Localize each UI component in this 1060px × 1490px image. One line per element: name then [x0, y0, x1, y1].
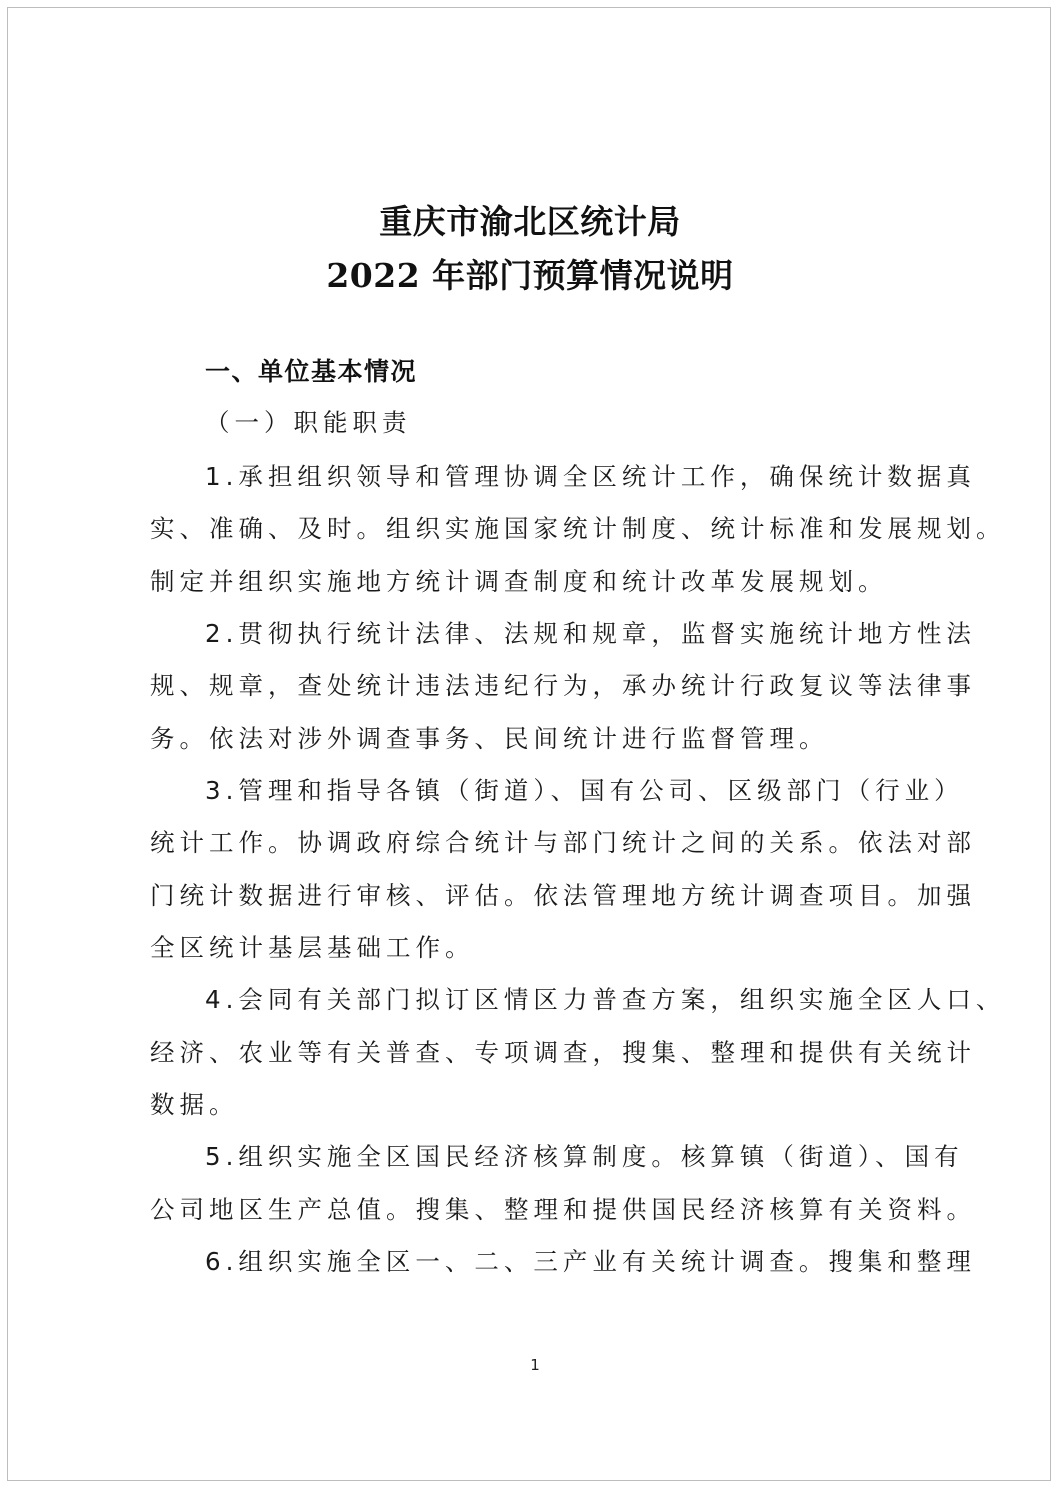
document-title-line-2: 2022 年部门预算情况说明	[326, 256, 734, 295]
paragraph-line: 规、规章，查处统计违法违纪行为，承办统计行政复议等法律事	[150, 671, 976, 700]
paragraph-line: 3.管理和指导各镇（街道）、国有公司、区级部门（行业）	[205, 776, 964, 805]
paragraph-line: 实、准确、及时。组织实施国家统计制度、统计标准和发展规划。	[150, 514, 1006, 543]
section-heading: 一、单位基本情况	[205, 357, 418, 386]
paragraph-line: 门统计数据进行审核、评估。依法管理地方统计调查项目。加强	[150, 881, 976, 910]
paragraph-line: 经济、农业等有关普查、专项调查，搜集、整理和提供有关统计	[150, 1038, 976, 1067]
paragraph-line: 4.会同有关部门拟订区情区力普查方案，组织实施全区人口、	[205, 985, 1006, 1014]
paragraph-line: 统计工作。协调政府综合统计与部门统计之间的关系。依法对部	[150, 828, 976, 857]
document-title-line-1: 重庆市渝北区统计局	[379, 202, 681, 241]
paragraph-line: 公司地区生产总值。搜集、整理和提供国民经济核算有关资料。	[150, 1195, 976, 1224]
paragraph-line: 1.承担组织领导和管理协调全区统计工作，确保统计数据真	[205, 462, 976, 491]
subsection-heading: （一）职能职责	[205, 408, 412, 437]
page-number: 1	[530, 1356, 540, 1374]
paragraph-line: 制定并组织实施地方统计调查制度和统计改革发展规划。	[150, 567, 888, 596]
paragraph-line: 全区统计基层基础工作。	[150, 933, 475, 962]
paragraph-line: 2.贯彻执行统计法律、法规和规章，监督实施统计地方性法	[205, 619, 976, 648]
paragraph-line: 务。依法对涉外调查事务、民间统计进行监督管理。	[150, 724, 829, 753]
paragraph-line: 6.组织实施全区一、二、三产业有关统计调查。搜集和整理	[205, 1247, 976, 1276]
paragraph-line: 5.组织实施全区国民经济核算制度。核算镇（街道）、国有	[205, 1142, 964, 1171]
paragraph-line: 数据。	[150, 1090, 239, 1119]
